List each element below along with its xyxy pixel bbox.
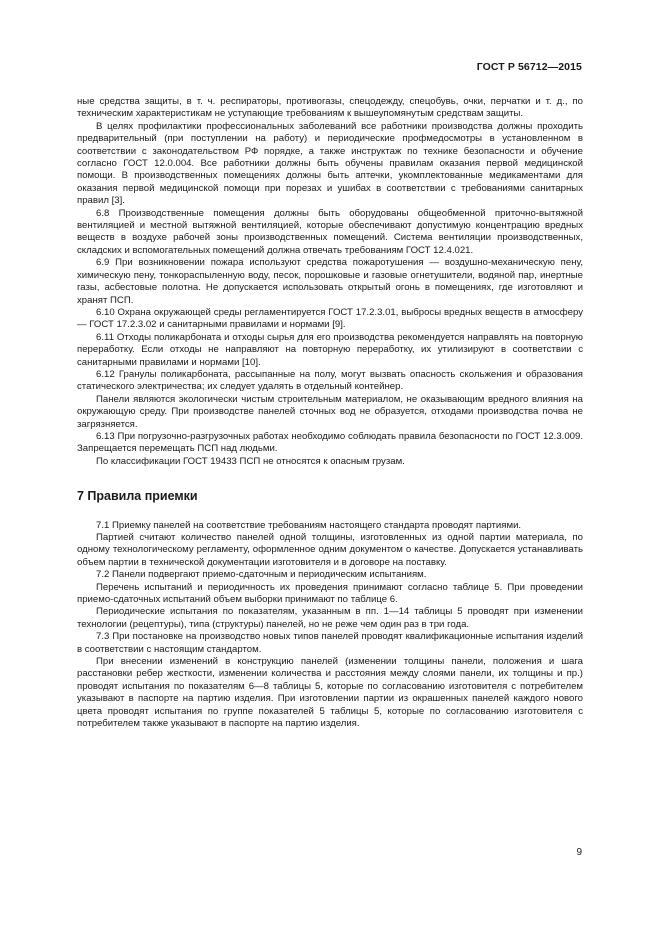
body-text — [77, 96, 583, 731]
paragraph: Партией считают количество панелей одной толщины, изготовленных из одной партии материала, по одному технологическому регламенту, оформленное одним документом о качестве. Допускается устанавливать объем партии в технической документации изготовителя и в договоре на поставку. — [77, 532, 583, 568]
paragraph: При внесении изменений в конструкцию панелей (изменении толщины панели, положения и шага расстановки ребер жесткости, изменении количества и расстояния между слоями панели, их толщины и пр.) проводят испытания по показателям 6—8 таблицы 5, которые по согласованию изготовителя с потребителем указывают в паспорте на партию изделия. При изготовлении партии из окрашенных панелей каждого нового цвета проводят испытания по группе показателей 5 таблицы 5, которые по согласованию изготовителя с потребителем также указывают в паспорте на партию изделия. — [77, 656, 583, 730]
paragraph: Панели являются экологически чистым строительным материалом, не оказывающим вредного влияния на окружающую среду. При производстве панелей сточных вод не образуется, отходами производства почва не загрязняется. — [77, 393, 583, 430]
section-title: 7 Правила приемки — [77, 489, 198, 504]
paragraph: Перечень испытаний и периодичность их проведения принимают согласно таблице 5. При проведении приемо-сдаточных испытаний объем выборки принимают по таблице 6. — [77, 581, 583, 606]
paragraph: 7.2 Панели подвергают приемо-сдаточным и периодическим испытаниям. — [96, 569, 427, 581]
paragraph: 6.8 Производственные помещения должны быть оборудованы общеобменной приточно-вытяжной вентиляцией и местной вытяжной вентиляцией, которые обеспечивают допустимую концентрацию вредных веществ в воздухе рабочей зоны производственных помещений. Система вентиляции производственных, складских и вспомогательных помещений должна отвечать требованиям ГОСТ 12.4.021. — [77, 207, 583, 256]
paragraph: 6.9 При возникновении пожара используют средства пожаротушения — воздушно-механическую пену, химическую пену, тонкораспыленную воду, песок, порошковые и газовые огнетушители, водяной пар, инертные газы, асбестовые полотна. Не допускается использовать открытый огонь в помещениях, где изготовляют и хранят ПСП. — [77, 257, 583, 306]
paragraph: 6.11 Отходы поликарбоната и отходы сырья для его производства рекомендуется направлять на повторную переработку. Если отходы не направляют на повторную переработку, их утилизируют в соответствии с санитарными правилами и нормами [10]. — [77, 331, 583, 368]
paragraph: 6.12 Гранулы поликарбоната, рассыпанные на полу, могут вызвать опасность скольжения и образования статического электричества; их следует удалять в отдельный контейнер. — [77, 368, 583, 393]
page-number: 9 — [576, 847, 582, 858]
paragraph: По классификации ГОСТ 19433 ПСП не относятся к опасным грузам. — [96, 455, 405, 467]
paragraph: 6.13 При погрузочно-разгрузочных работах необходимо соблюдать правила безопасности по ГОСТ 12.3.009. Запрещается перемещать ПСП над людьми. — [77, 430, 583, 455]
document-header: ГОСТ Р 56712—2015 — [476, 61, 582, 73]
paragraph: 7.1 Приемку панелей на соответствие требованиям настоящего стандарта проводят партиями. — [96, 519, 522, 531]
paragraph: В целях профилактики профессиональных заболеваний все работники производства должны проходить предварительный (при поступлении на работу) и периодические профмедосмотры в установленном в соответствии с законодательством РФ порядке, а также инструктаж по технике безопасности и обучение согласно ГОСТ 12.0.004. Все работники должны быть обучены правилам оказания первой медицинской помощи. В производственных помещениях должны быть аптечки, укомплектованные медикаментами для оказания первой медицинской помощи при порезах и ушибах в соответствии с требованиями санитарных правил [3]. — [77, 120, 583, 207]
paragraph: ные средства защиты, в т. ч. респираторы, противогазы, спецодежду, спецобувь, очки, перчатки и т. д., по техническим характеристикам не уступающие требованиям к вышеупомянутым средствам защиты. — [77, 96, 583, 120]
paragraph: 7.3 При постановке на производство новых типов панелей проводят квалификационные испытания изделий в соответствии с настоящим стандартом. — [77, 631, 583, 655]
paragraph: 6.10 Охрана окружающей среды регламентируется ГОСТ 17.2.3.01, выбросы вредных веществ в атмосферу — ГОСТ 17.2.3.02 и санитарными правилами и нормами [9]. — [77, 306, 583, 331]
paragraph: Периодические испытания по показателям, указанным в пп. 1—14 таблицы 5 проводят при изменении технологии (рецептуры), типа (структуры) панелей, но не реже чем один раз в три года. — [77, 606, 583, 630]
